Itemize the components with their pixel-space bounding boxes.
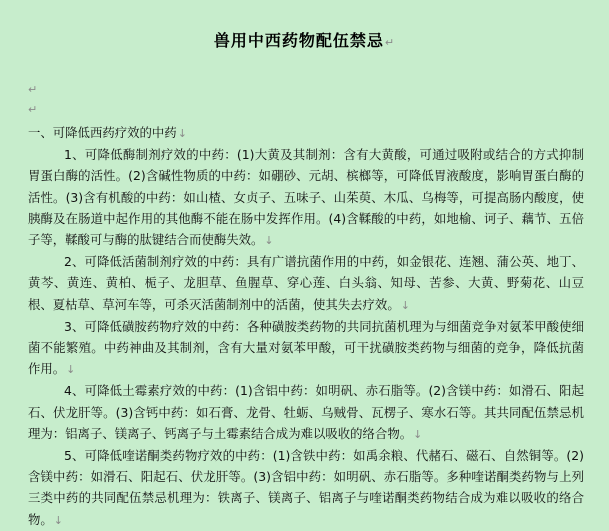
empty-paragraph-mark-icon: ↵ [28, 103, 38, 116]
body-paragraph-3: 3、可降低磺胺药物疗效的中药：各种磺胺类药物的共同抗菌机理为与细菌竞争对氨苯甲酸使细菌不能繁殖。中药神曲及其制剂，含有大量对氨苯甲酸，可干扰磺胺类药物与细菌的竞争，降低抗菌作用。↓ [28, 318, 584, 377]
title-text: 兽用中西药物配伍禁忌 [213, 31, 384, 50]
line-break-icon: ↓ [66, 363, 76, 377]
line-break-icon: ↓ [413, 427, 423, 441]
document-title [0, 28, 609, 51]
paragraph-mark-icon: ↵ [384, 36, 396, 49]
body-paragraph-4: 4、可降低土霉素疗效的中药：(1)含铝中药：如明矾、赤石脂等。(2)含镁中药：如滑石、阳起石、伏龙肝等。(3)含钙中药：如石膏、龙骨、牡蛎、乌贼骨、瓦楞子、寒水石等。其共同配伍禁忌机理为：铝离子、镁离子、钙离子与土霉素结合成为难以吸收的络合物。↓ [28, 383, 584, 441]
document-body [28, 122, 584, 531]
empty-paragraph-mark-icon: ↵ [28, 83, 38, 96]
line-break-icon: ↓ [400, 298, 410, 312]
line-break-icon: ↓ [53, 513, 63, 527]
body-paragraph-1: 1、可降低酶制剂疗效的中药：(1)大黄及其制剂：含有大黄酸，可通过吸附或结合的方式抑制胃蛋白酶的活性。(2)含碱性物质的中药：如硼砂、元胡、槟榔等，可降低胃液酸度，影响胃蛋白酶的活性。(3)含有机酸的中药：如山楂、女贞子、五味子、山茱萸、木瓜、乌梅等，可提高肠内酸度，使胰酶及在肠道中起作用的其他酶不能在肠中发挥作用。(4)含鞣酸的中药，如地榆、诃子、藕节、五倍子等，鞣酸可与酶的肽键结合而使酶失效。↓ [28, 147, 584, 248]
body-paragraph-2: 2、可降低活菌制剂疗效的中药：具有广谱抗菌作用的中药，如金银花、连翘、蒲公英、地丁、黄芩、黄连、黄柏、栀子、龙胆草、鱼腥草、穿心莲、白头翁、知母、苦参、大黄、野菊花、山豆根、夏枯草、草河车等，可杀灭活菌制剂中的活菌，使其失去疗效。↓ [28, 254, 584, 312]
section-heading: 一、可降低西药疗效的中药↓ [28, 125, 187, 140]
body-paragraph-5: 5、可降低喹诺酮类药物疗效的中药：(1)含铁中药：如禹余粮、代赭石、磁石、自然铜等。(2)含镁中药：如滑石、阳起石、伏龙肝等。(3)含铝中药：如明矾、赤石脂等。多种喹诺酮类药物与上列三类中药的共同配伍禁忌机理为：铁离子、镁离子、铝离子与喹诺酮类药物结合成为难以吸收的络合物。↓ [28, 448, 584, 527]
line-break-icon: ↓ [264, 234, 274, 248]
line-break-icon: ↓ [177, 127, 187, 140]
